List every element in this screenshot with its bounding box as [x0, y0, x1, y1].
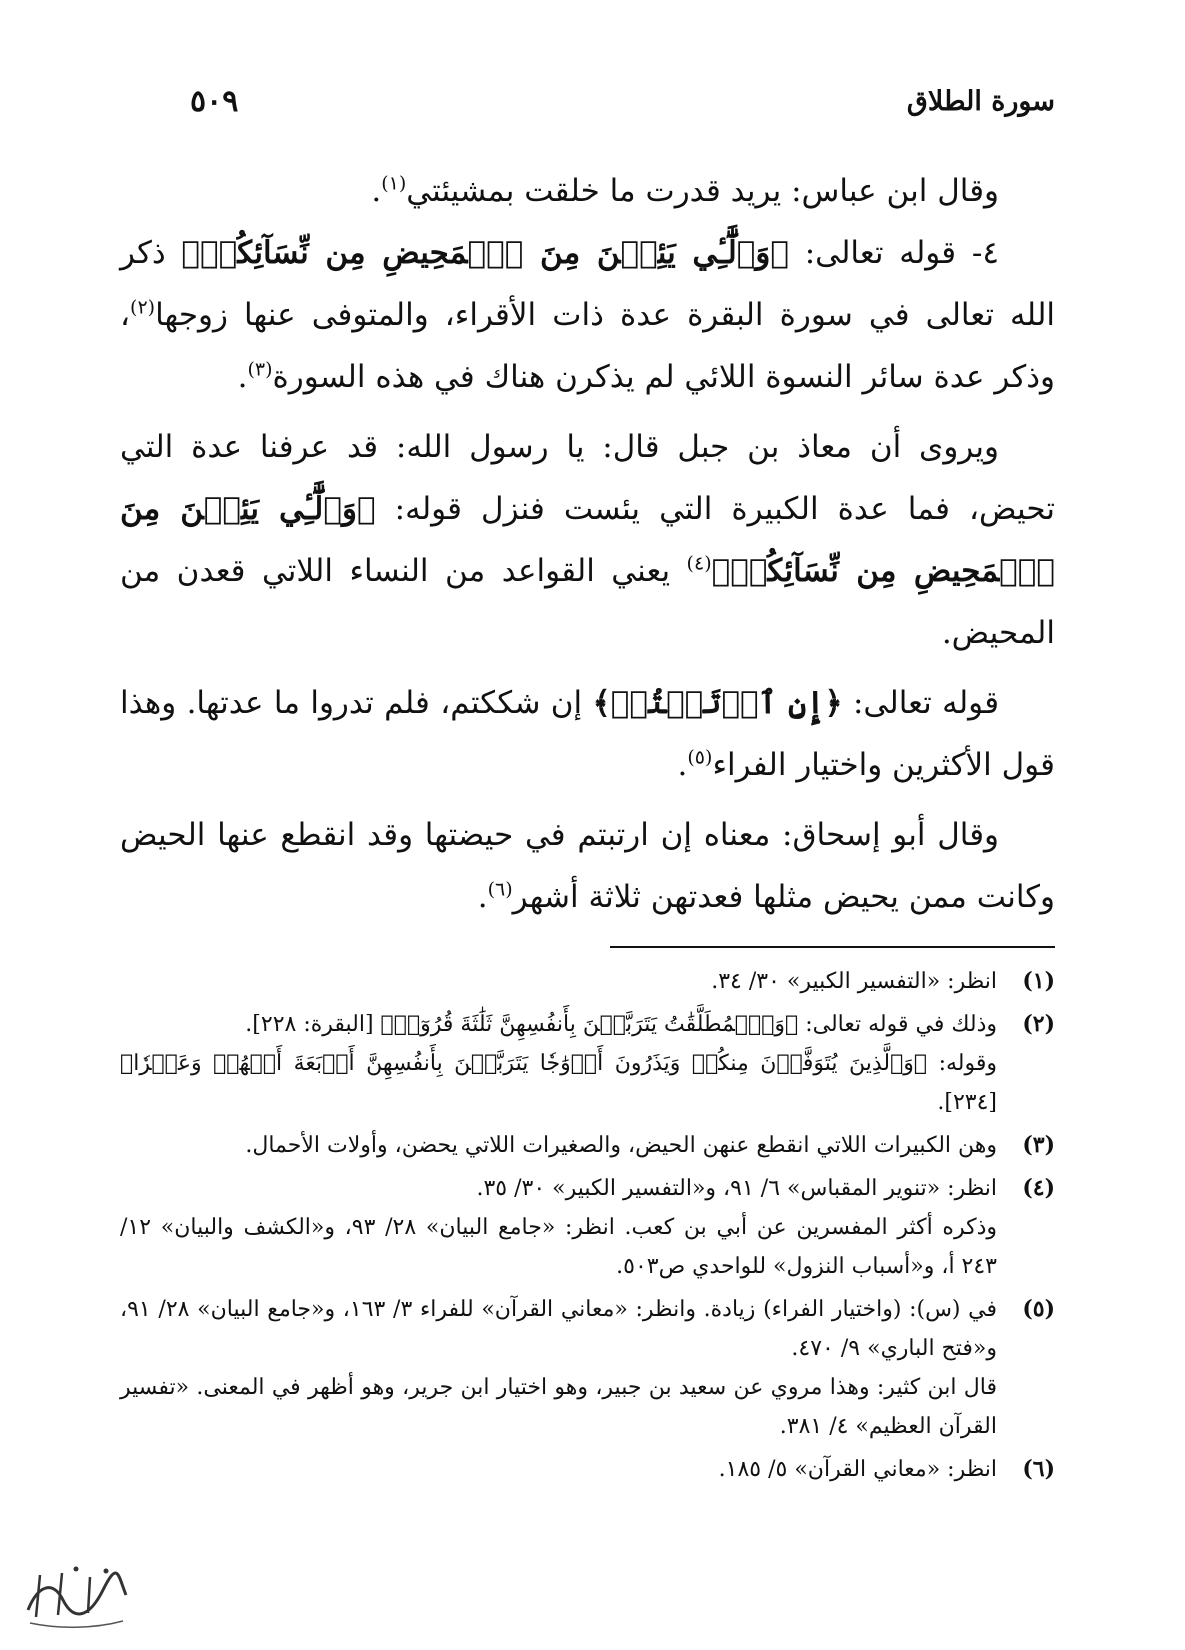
quran-verse: ﴿وَٱلَّٰٓـِٔي يَئِسۡنَ مِنَ ٱلۡمَحِيضِ مِن نِّسَآئِكُمۡ﴾ [181, 235, 789, 271]
quran-verse: ﴿وَٱلَّٰٓـِٔي يَئِسۡنَ مِنَ ٱلۡمَحِيضِ مِن نِّسَآئِكُمۡ﴾ [120, 491, 1055, 589]
footnote-6 [120, 1450, 1055, 1489]
footnote-line: وهن الكبيرات اللاتي انقطع عنهن الحيض، والصغيرات اللاتي يحضن، وأولات الأحمال. [245, 1133, 997, 1158]
footnote-4 [120, 1169, 1055, 1286]
paragraph-text: ، وذكر عدة سائر النسوة اللائي لم يذكرن هناك في هذه السورة [120, 297, 1055, 395]
footnote-5 [120, 1290, 1055, 1446]
footnote-line: انظر: «التفسير الكبير» ٣٠/ ٣٤. [711, 969, 997, 994]
footnote-line: وذكره أكثر المفسرين عن أبي بن كعب. انظر: «جامع البيان» ٢٨/ ٩٣، و«الكشف والبيان» ١٢/ ٢٤٣ أ، و«أسباب النزول» للواحدي ص٥٠٣. [120, 1215, 997, 1279]
footnotes [120, 962, 1055, 1489]
footnote-line: وذلك في قوله تعالى: ﴿وَٱلۡمُطَلَّقَٰتُ يَتَرَبَّصۡنَ بِأَنفُسِهِنَّ ثَلَٰثَةَ قُرُوٓءٖ﴾ [البقرة: ٢٢٨]. [245, 1012, 997, 1037]
punctuation: . [237, 359, 248, 395]
footnote-2 [120, 1005, 1055, 1122]
publisher-logo [18, 1555, 133, 1635]
footnote-number: (٥) [1022, 1296, 1055, 1322]
footnote-divider [610, 946, 1055, 948]
footnote-number: (٤) [1022, 1175, 1055, 1201]
footnote-ref: (١) [381, 172, 407, 195]
footnote-number: (٣) [1022, 1132, 1055, 1158]
document-page [120, 78, 1055, 1618]
paragraph-2 [120, 222, 1055, 408]
paragraph-4 [120, 672, 1055, 796]
footnote-3 [120, 1126, 1055, 1165]
footnote-ref: (٣) [247, 358, 273, 381]
page-number: ٥٠٩ [190, 84, 239, 119]
footnote-ref: (٢) [130, 296, 156, 319]
paragraph-3 [120, 416, 1055, 664]
footnote-ref: (٥) [687, 746, 713, 769]
paragraph-text: وقال أبو إسحاق: معناه إن ارتبتم في حيضتها وقد انقطع عنها الحيض وكانت ممن يحيض مثلها فعدتهن ثلاثة أشهر [120, 817, 1055, 915]
footnote-ref: (٦) [487, 878, 513, 901]
paragraph-text: ذكر الله تعالى في سورة البقرة عدة ذات الأقراء، والمتوفى عنها زوجها [120, 235, 1055, 333]
footnote-number: (٦) [1022, 1456, 1055, 1482]
main-text [120, 160, 1055, 928]
paragraph-text: وقال ابن عباس: يريد قدرت ما خلقت بمشيئتي [406, 173, 999, 209]
surah-title: سورة الطلاق [906, 86, 1055, 117]
footnote-1 [120, 962, 1055, 1001]
footnote-number: (٢) [1022, 1011, 1055, 1037]
footnote-line: انظر: «معاني القرآن» ٥/ ١٨٥. [718, 1457, 997, 1482]
paragraph-text: ويروى أن معاذ بن جبل قال: يا رسول الله: قد عرفنا عدة التي تحيض، فما عدة الكبيرة التي يئست فنزل قوله: [120, 429, 1055, 527]
page-header [120, 78, 1055, 138]
footnote-ref: (٤) [686, 552, 712, 575]
footnote-number: (١) [1022, 968, 1055, 994]
paragraph-text: إن شككتم، فلم تدروا ما عدتها. وهذا قول الأكثرين واختيار الفراء [120, 685, 1055, 783]
punctuation: . [677, 747, 688, 783]
footnote-line: قال ابن كثير: وهذا مروي عن سعيد بن جبير، وهو اختيار ابن جرير، وهو أظهر في المعنى. «تفسير القرآن العظيم» ٤/ ٣٨١. [120, 1375, 997, 1439]
footnote-line: انظر: «تنوير المقباس» ٦/ ٩١، و«التفسير الكبير» ٣٠/ ٣٥. [476, 1176, 997, 1201]
punctuation: . [477, 879, 488, 915]
punctuation: . [371, 173, 382, 209]
paragraph-5 [120, 804, 1055, 928]
quran-verse: ﴿إِنِ ٱرۡتَبۡتُمۡ﴾ [592, 685, 843, 721]
paragraph-text: ٤- قوله تعالى: [788, 235, 999, 271]
footnote-line: وقوله: ﴿وَٱلَّذِينَ يُتَوَفَّوۡنَ مِنكُمۡ وَيَذَرُونَ أَزۡوَٰجٗا يَتَرَبَّصۡنَ بِأَنفُسِهِنَّ أَرۡبَعَةَ أَشۡهُرٖ وَعَشۡرٗا﴾ [٢٣٤]. [120, 1051, 997, 1115]
paragraph-1 [120, 160, 1055, 222]
footnote-line: في (س): (واختيار الفراء) زيادة. وانظر: «معاني القرآن» للفراء ٣/ ١٦٣، و«جامع البيان» ٢٨/ ٩١، و«فتح الباري» ٩/ ٤٧٠. [120, 1297, 998, 1361]
paragraph-text: يعني القواعد من النساء اللاتي قعدن من المحيض. [120, 553, 1055, 651]
paragraph-text: قوله تعالى: [842, 685, 1000, 721]
